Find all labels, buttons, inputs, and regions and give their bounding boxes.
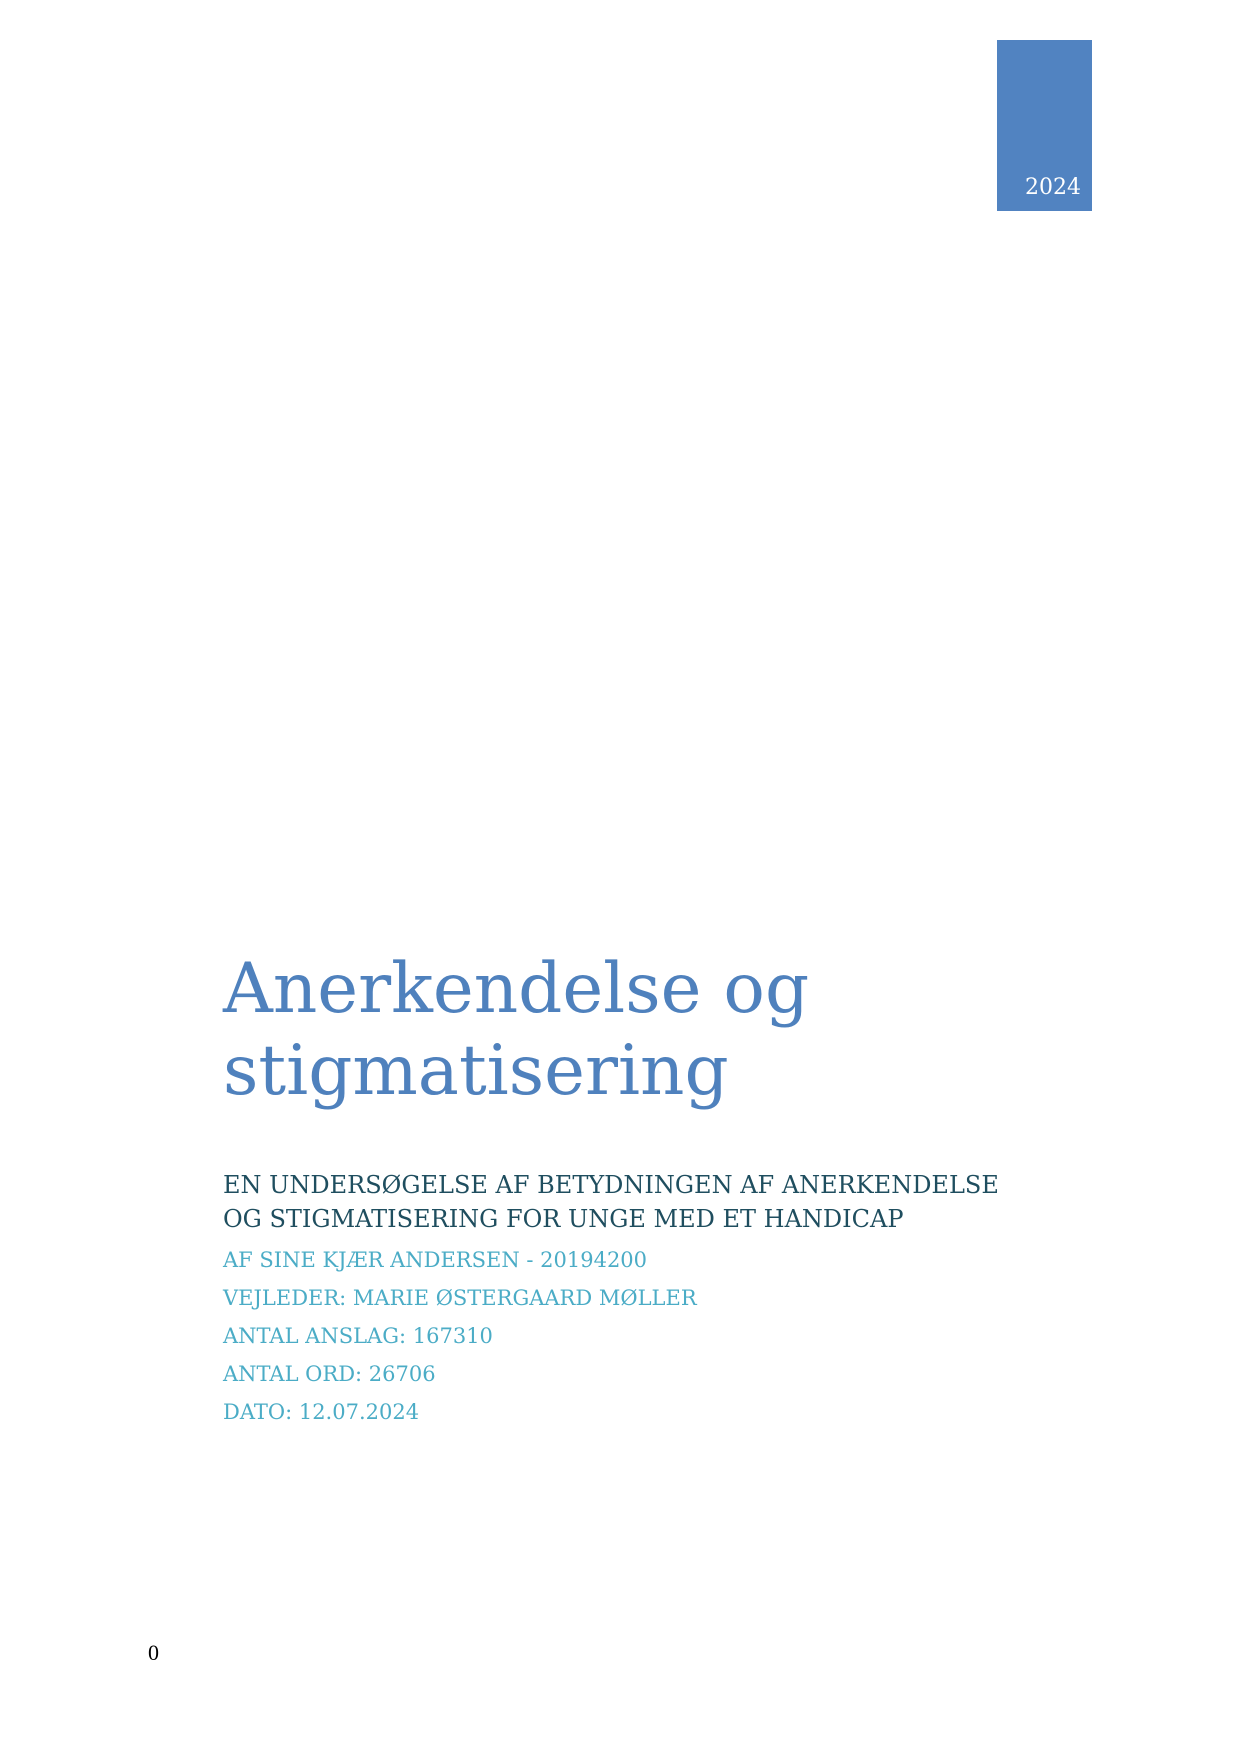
author-line: AF SINE KJÆR ANDERSEN - 20194200 bbox=[223, 1248, 648, 1272]
subtitle-line-1: EN UNDERSØGELSE AF BETYDNINGEN AF ANERKENDELSE bbox=[223, 1171, 999, 1199]
date-line: DATO: 12.07.2024 bbox=[223, 1400, 420, 1424]
document-meta bbox=[223, 1241, 1043, 1431]
document-subtitle bbox=[223, 1168, 1043, 1236]
title-line-2: stigmatisering bbox=[223, 1031, 729, 1111]
document-title bbox=[223, 948, 1043, 1112]
character-count-line: ANTAL ANSLAG: 167310 bbox=[223, 1324, 493, 1348]
subtitle-line-2: OG STIGMATISERING FOR UNGE MED ET HANDICAP bbox=[223, 1205, 904, 1233]
year-label: 2024 bbox=[1025, 175, 1081, 200]
supervisor-line: VEJLEDER: MARIE ØSTERGAARD MØLLER bbox=[223, 1286, 697, 1310]
year-box bbox=[997, 40, 1092, 211]
title-line-1: Anerkendelse og bbox=[223, 949, 810, 1029]
word-count-line: ANTAL ORD: 26706 bbox=[223, 1362, 436, 1386]
page-number: 0 bbox=[148, 1640, 159, 1665]
